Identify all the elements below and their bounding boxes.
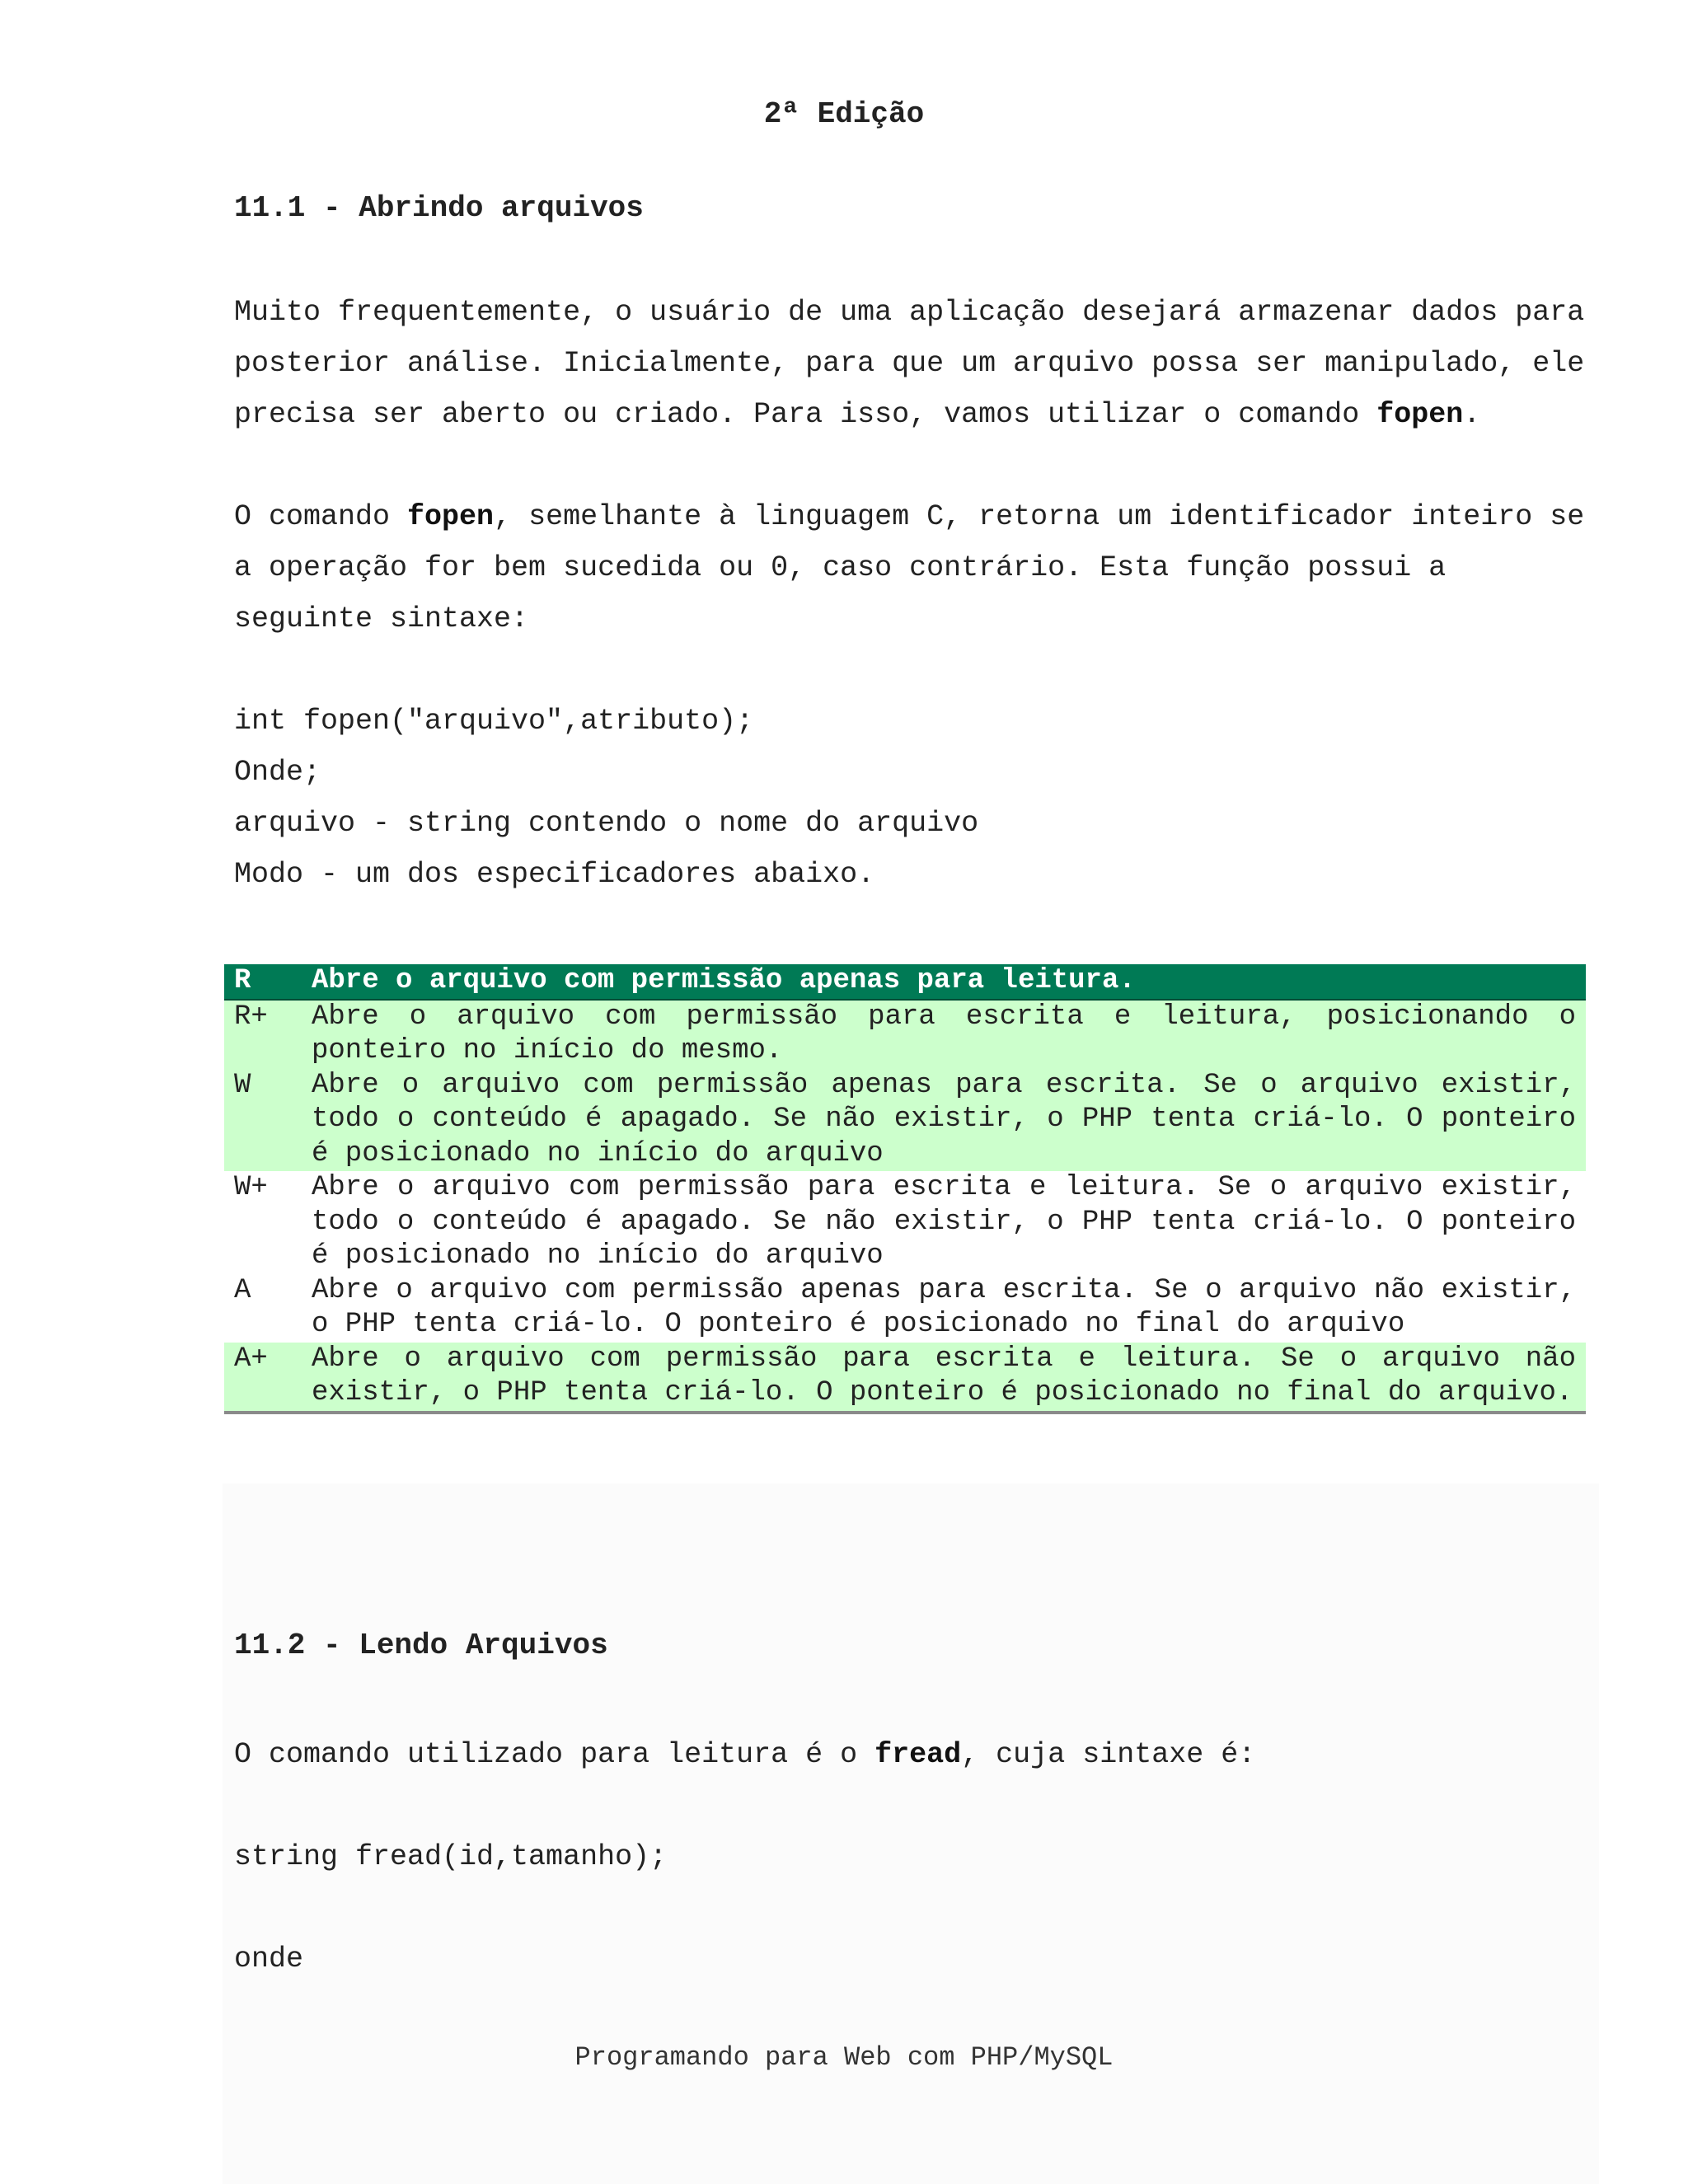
mode-code: A+ xyxy=(234,1343,268,1375)
argument-modo: Modo - um dos especificadores abaixo. xyxy=(234,858,875,891)
paragraph-fopen-text: , semelhante à linguagem C, retorna um identificador inteiro se a operação for bem sucedida ou 0, caso contrário. Esta função possui a seguinte sintaxe: xyxy=(234,500,1585,635)
mode-description: Abre o arquivo com permissão apenas para escrita. Se o arquivo existir, todo o conteúdo é apagado. Se não existir, o PHP tenta criá-lo. O ponteiro é posicionado no início do arquivo xyxy=(312,1069,1576,1169)
paragraph-fopen-description xyxy=(234,491,1586,644)
paragraph-fread-pre: O comando utilizado para leitura é o xyxy=(234,1738,875,1771)
fopen-syntax: int fopen("arquivo",atributo); xyxy=(234,705,754,738)
where-label: Onde; xyxy=(234,756,321,789)
table-row-r xyxy=(224,964,1586,1001)
paragraph-intro xyxy=(234,287,1586,440)
paragraph-fread xyxy=(234,1729,1586,1780)
table-row-w xyxy=(224,1069,1586,1172)
where-label-lowercase: onde xyxy=(234,1943,304,1975)
mode-code: W+ xyxy=(234,1172,268,1203)
table-row-w-plus xyxy=(224,1171,1586,1274)
section-title-lendo-arquivos: 11.2 - Lendo Arquivos xyxy=(234,1629,608,1662)
page-footer: Programando para Web com PHP/MySQL xyxy=(574,2042,1114,2073)
edition-header: 2ª Edição xyxy=(763,97,925,131)
keyword-fread: fread xyxy=(874,1738,962,1771)
paragraph-intro-text: Muito frequentemente, o usuário de uma aplicação desejará armazenar dados para posterior análise. Inicialmente, para que um arquivo possa ser manipulado, ele precisa ser aberto ou criado. Para isso, vamos utilizar o comando xyxy=(234,296,1585,431)
paragraph-fopen-pre: O comando xyxy=(234,500,408,533)
mode-description: Abre o arquivo com permissão apenas para escrita. Se o arquivo não existir, o PHP tenta criá-lo. O ponteiro é posicionado no final do arquivo xyxy=(312,1274,1576,1340)
table-row-a-plus xyxy=(224,1343,1586,1411)
argument-arquivo: arquivo - string contendo o nome do arquivo xyxy=(234,807,979,840)
paragraph-fread-text: , cuja sintaxe é: xyxy=(961,1738,1256,1771)
mode-code: W xyxy=(234,1069,251,1101)
mode-description: Abre o arquivo com permissão para escrita e leitura. Se o arquivo não existir, o PHP tenta criá-lo. O ponteiro é posicionado no final do arquivo. xyxy=(312,1343,1576,1408)
table-row-a xyxy=(224,1274,1586,1343)
fread-syntax: string fread(id,tamanho); xyxy=(234,1840,668,1873)
keyword-fopen: fopen xyxy=(407,500,495,533)
mode-description: Abre o arquivo com permissão apenas para leitura. xyxy=(312,965,1136,996)
paragraph-intro-tail: . xyxy=(1463,398,1481,431)
file-modes-table xyxy=(224,964,1586,1414)
keyword-fopen: fopen xyxy=(1376,398,1464,431)
mode-description: Abre o arquivo com permissão para escrita e leitura. Se o arquivo existir, todo o conteúdo é apagado. Se não existir, o PHP tenta criá-lo. O ponteiro é posicionado no início do arquivo xyxy=(312,1172,1576,1272)
section-title-abrindo-arquivos: 11.1 - Abrindo arquivos xyxy=(234,191,644,225)
mode-description: Abre o arquivo com permissão para escrita e leitura, posicionando o ponteiro no início do mesmo. xyxy=(312,1001,1576,1066)
mode-code: R+ xyxy=(234,1001,268,1033)
table-row-r-plus xyxy=(224,1001,1586,1069)
mode-code: R xyxy=(234,965,251,996)
mode-code: A xyxy=(234,1274,251,1306)
